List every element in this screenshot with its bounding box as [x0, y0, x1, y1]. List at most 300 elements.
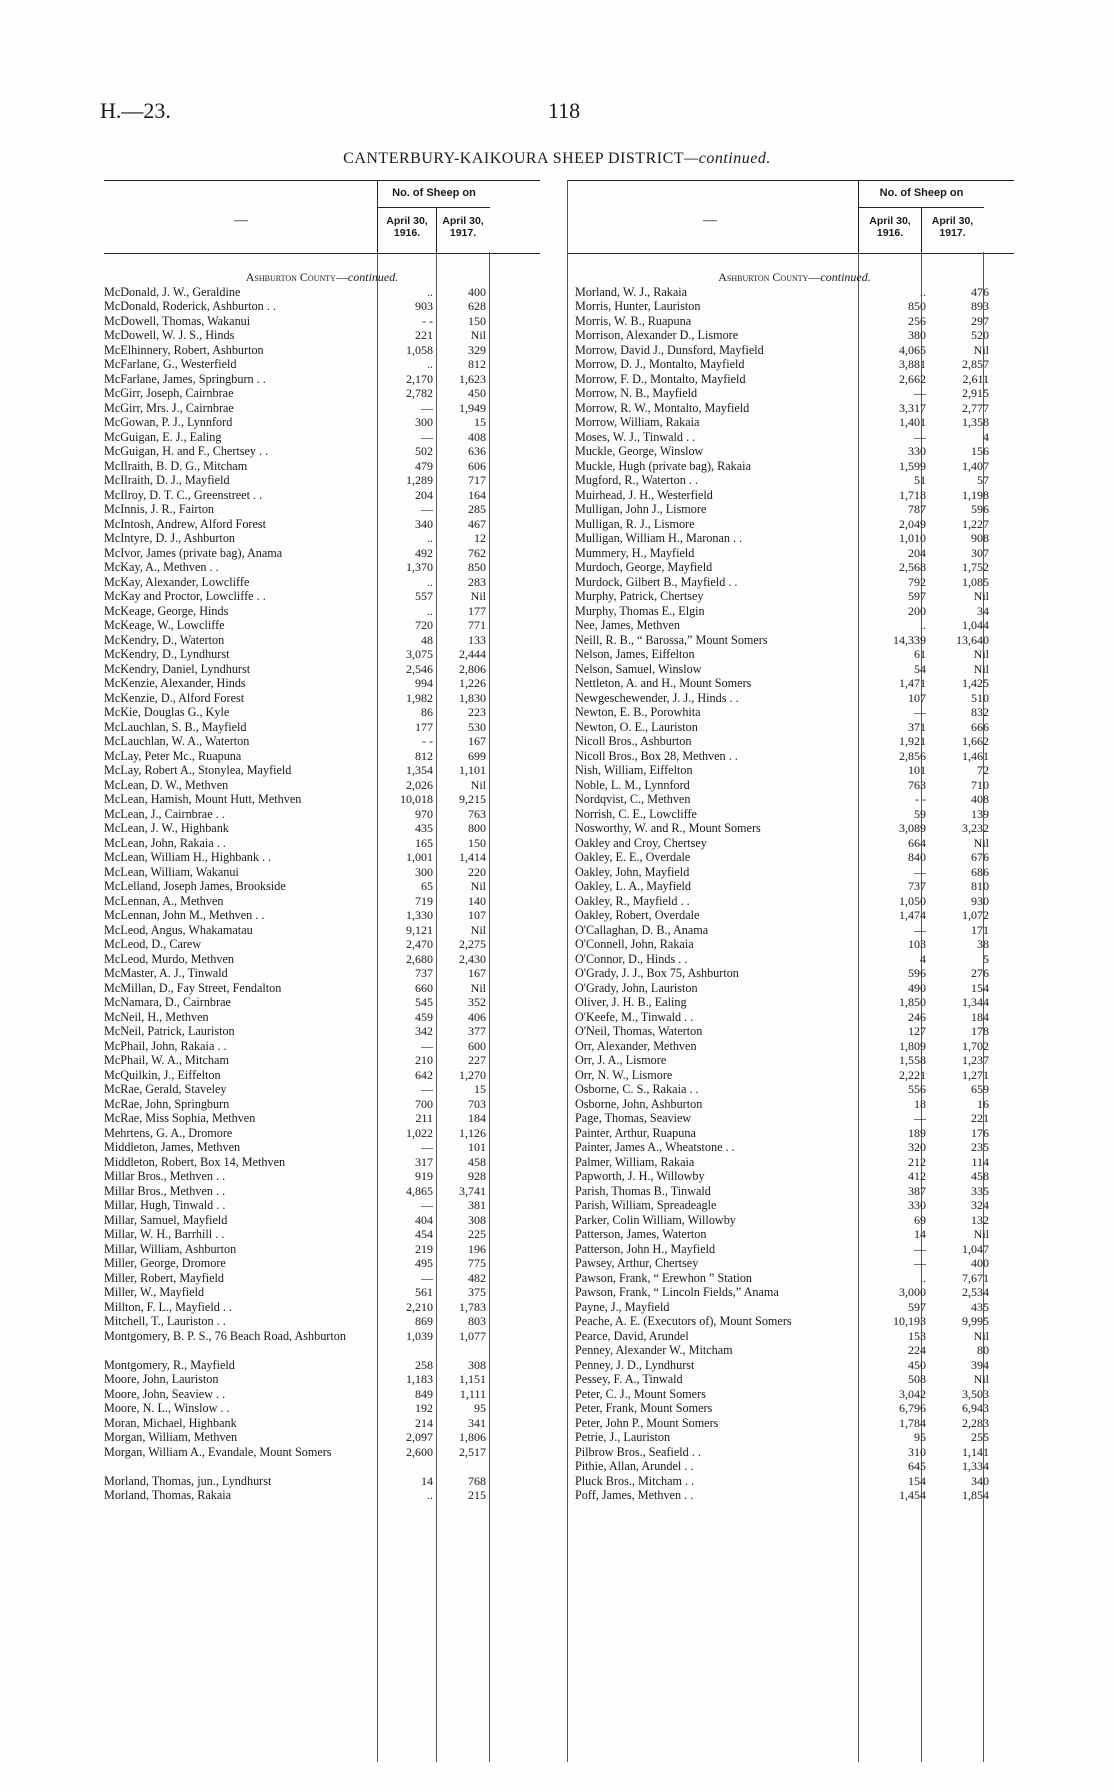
owner-name: Miller, George, Dromore	[104, 1256, 226, 1270]
sheep-1916: 14	[914, 1227, 926, 1241]
table-row	[104, 1068, 540, 1083]
table-row	[104, 502, 540, 517]
table-row	[104, 1387, 540, 1402]
sheep-1916: 597	[908, 1299, 926, 1314]
owner-name: Papworth, J. H., Willowby	[575, 1169, 705, 1183]
owner-name: Pithie, Allan, Arundel . .	[575, 1459, 694, 1473]
sheep-1917: 908	[971, 531, 989, 545]
table-row	[575, 1416, 1014, 1431]
owner-name: McKay and Proctor, Lowcliffe . .	[104, 589, 266, 603]
sheep-1917: 800	[468, 821, 486, 835]
owner-name: McKie, Douglas G., Kyle	[104, 705, 230, 719]
owner-name: Millar, Hugh, Tinwald . .	[104, 1198, 226, 1212]
owner-name: McDowell, W. J. S., Hinds	[104, 328, 235, 342]
owner-name: Mulligan, William H., Maronan . .	[575, 531, 743, 545]
sheep-1917: 171	[971, 922, 989, 937]
sheep-1917: 3,503	[962, 1386, 989, 1401]
owner-name: Oakley, Robert, Overdale	[575, 908, 700, 922]
sheep-1917: 1,854	[962, 1488, 989, 1502]
sheep-1917: 3,741	[459, 1183, 486, 1198]
sheep-1916: 165	[415, 835, 433, 850]
table-row	[575, 966, 1014, 981]
table-row	[575, 908, 1014, 923]
table-row	[104, 357, 540, 372]
owner-name: McKenzie, Alexander, Hinds	[104, 676, 246, 690]
table-row	[575, 1053, 1014, 1068]
owner-name: Mitchell, T., Lauriston . .	[104, 1314, 226, 1328]
sheep-1917: 676	[971, 850, 989, 864]
table-row	[575, 372, 1014, 387]
owner-name: Mugford, R., Waterton . .	[575, 473, 699, 487]
sheep-1916: 4,065	[899, 342, 926, 357]
sheep-1916: 380	[908, 328, 926, 342]
section-heading: Ashburton County—continued.	[245, 270, 399, 284]
sheep-1917: 435	[971, 1299, 989, 1314]
sheep-1916: —	[914, 1111, 926, 1125]
owner-name: Peache, A. E. (Executors of), Mount Somers	[575, 1314, 792, 1328]
sheep-1917: 768	[468, 1473, 486, 1488]
table-row	[575, 633, 1014, 648]
sheep-1917: 803	[468, 1314, 486, 1328]
owner-name: McMillan, D., Fay Street, Fendalton	[104, 980, 282, 995]
sheep-1917: 139	[971, 806, 989, 821]
owner-name: Page, Thomas, Seaview	[575, 1111, 692, 1125]
group-label: No. of Sheep on	[879, 187, 964, 199]
sheep-1917: Nil	[973, 589, 989, 603]
table-row	[104, 1256, 540, 1271]
sheep-1916: 153	[908, 1328, 926, 1343]
table-row	[575, 1097, 1014, 1112]
sheep-1917: 340	[971, 1473, 989, 1488]
sheep-1916: 210	[415, 1053, 433, 1067]
sheep-1916: —	[914, 1241, 926, 1256]
sheep-1917: 659	[971, 1082, 989, 1096]
sheep-1917: 12	[474, 531, 486, 545]
table-row	[104, 720, 540, 735]
sheep-1916: 737	[415, 966, 433, 980]
sheep-1917: 510	[971, 690, 989, 705]
sheep-1916: 596	[908, 966, 926, 980]
sheep-1916: 177	[415, 719, 433, 734]
sheep-1916: 1,050	[899, 893, 926, 908]
sheep-1917: 225	[468, 1227, 486, 1241]
sheep-1916: 330	[908, 444, 926, 458]
table-row	[104, 1271, 540, 1286]
sheep-1916: 1,010	[899, 531, 926, 545]
owner-name: McIntosh, Andrew, Alford Forest	[104, 516, 267, 531]
sheep-1917: Nil	[973, 661, 989, 676]
sheep-1916: - -	[422, 313, 433, 328]
sheep-1916: 256	[908, 313, 926, 328]
owner-name: McMaster, A. J., Tinwald	[104, 966, 228, 980]
table-row	[104, 1126, 540, 1141]
table-row	[104, 1430, 540, 1445]
sheep-1916: 970	[415, 806, 433, 821]
table-row	[575, 488, 1014, 503]
sheep-1916: 490	[908, 980, 926, 995]
table-row	[575, 430, 1014, 445]
sheep-1917: Nil	[973, 1328, 989, 1343]
sheep-1917: 1,752	[962, 560, 989, 574]
sheep-1917: 7,671	[962, 1270, 989, 1285]
sheep-1917: 57	[977, 473, 989, 487]
owner-name: O'Neil, Thomas, Waterton	[575, 1024, 703, 1038]
sheep-1916: 14,339	[893, 632, 926, 647]
table-row	[575, 575, 1014, 590]
owner-name: Moran, Michael, Highbank	[104, 1415, 237, 1430]
table-row	[104, 1097, 540, 1112]
sheep-1916: ..	[920, 618, 926, 632]
owner-name: McLean, J. W., Highbank	[104, 821, 229, 835]
sheep-1916: 2,546	[406, 661, 433, 676]
sheep-1916: 51	[914, 473, 926, 487]
owner-name: Nettleton, A. and H., Mount Somers	[575, 676, 752, 690]
owner-name: McGirr, Joseph, Cairnbrae	[104, 386, 234, 400]
sheep-1917: 255	[971, 1430, 989, 1444]
owner-name: Nicoll Bros., Box 28, Methven . .	[575, 748, 738, 763]
owner-name: McFarlane, James, Springburn . .	[104, 371, 266, 386]
owner-name: McKeage, George, Hinds	[104, 603, 229, 618]
sheep-1916: 850	[908, 299, 926, 313]
table-row	[104, 1314, 540, 1329]
sheep-1917: 223	[468, 705, 486, 719]
owner-name: McIvor, James (private bag), Anama	[104, 545, 283, 560]
page-ref: H.—23.	[100, 98, 171, 123]
owner-name: Muckle, Hugh (private bag), Rakaia	[575, 458, 751, 473]
table-row	[575, 662, 1014, 677]
owner-name: Millar Bros., Methven . .	[104, 1183, 226, 1198]
owner-name: McLay, Robert A., Stonylea, Mayfield	[104, 763, 292, 777]
sheep-1917: 1,111	[459, 1386, 486, 1401]
sheep-1916: —	[914, 864, 926, 879]
sheep-1917: 596	[971, 502, 989, 516]
owner-name: Pawson, Frank, “ Erewhon ” Station	[575, 1270, 753, 1285]
table-row	[575, 792, 1014, 807]
table-row	[104, 1242, 540, 1257]
table-row	[104, 1416, 540, 1431]
sheep-1917: 1,358	[962, 415, 989, 429]
sheep-1916: 495	[415, 1256, 433, 1270]
owner-name: McLean, J., Cairnbrae . .	[104, 806, 225, 821]
sheep-1917: 1,623	[459, 371, 486, 386]
table-row	[575, 1343, 1014, 1358]
sheep-1916: —	[421, 429, 433, 444]
owner-name: Millar Bros., Methven . .	[104, 1169, 226, 1183]
sheep-1916: 14	[421, 1473, 433, 1488]
sheep-1917: Nil	[470, 777, 486, 792]
owner-name: McLean, John, Rakaia . .	[104, 835, 226, 850]
table-row	[104, 705, 540, 720]
owner-name: Orr, N. W., Lismore	[575, 1067, 673, 1082]
owner-name: McLeod, D., Carew	[104, 937, 202, 951]
table-row	[575, 1445, 1014, 1460]
owner-name: Morrison, Alexander D., Lismore	[575, 328, 739, 342]
sheep-1916: 86	[421, 705, 433, 719]
sheep-1917: 1,077	[459, 1328, 486, 1343]
sheep-1916: 310	[908, 1444, 926, 1459]
owner-name: McKeage, W., Lowcliffe	[104, 618, 225, 632]
sheep-1916: 1,718	[899, 487, 926, 502]
sheep-1916: 101	[908, 763, 926, 777]
sheep-1917: 408	[971, 792, 989, 806]
table-row	[575, 1459, 1014, 1474]
sheep-1916: 459	[415, 1009, 433, 1024]
sheep-1917: 38	[977, 937, 989, 951]
sheep-1917: 352	[468, 995, 486, 1009]
table-row	[104, 1039, 540, 1054]
table-row	[575, 923, 1014, 938]
sheep-1916: 1,474	[899, 908, 926, 922]
sheep-1917: 2,534	[962, 1285, 989, 1299]
owner-name: McLean, D. W., Methven	[104, 777, 229, 792]
table-row	[104, 459, 540, 474]
table-row	[104, 1024, 540, 1039]
table-row	[575, 1387, 1014, 1402]
sheep-1917: 308	[468, 1212, 486, 1227]
table-row	[575, 821, 1014, 836]
table-row	[104, 1111, 540, 1126]
table-row	[104, 1329, 540, 1358]
sheep-1917: 276	[971, 966, 989, 980]
table-row	[104, 1488, 540, 1503]
table-row	[104, 1155, 540, 1170]
sheep-1916: 787	[908, 502, 926, 516]
table-row	[104, 589, 540, 604]
sheep-1917: 1,783	[459, 1299, 486, 1314]
sheep-1917: 235	[971, 1140, 989, 1154]
table-row	[575, 1126, 1014, 1141]
owner-name: McKendry, D., Lyndhurst	[104, 647, 230, 661]
owner-name: McLean, William H., Highbank . .	[104, 850, 272, 864]
owner-name: McRae, Miss Sophia, Methven	[104, 1111, 256, 1125]
owner-name: McKenzie, D., Alford Forest	[104, 690, 245, 705]
owner-name: Penney, Alexander W., Mitcham	[575, 1343, 733, 1357]
table-row	[104, 879, 540, 894]
table-row	[104, 415, 540, 430]
table-row	[104, 575, 540, 590]
table-row	[575, 1430, 1014, 1445]
table-row	[575, 459, 1014, 474]
owner-name: Moore, John, Seaview . .	[104, 1386, 226, 1401]
sheep-1916: 317	[415, 1154, 433, 1169]
group-label: No. of Sheep on	[392, 187, 476, 199]
sheep-1916: —	[914, 705, 926, 719]
sheep-1916: —	[914, 922, 926, 937]
owner-name: McKay, A., Methven . .	[104, 560, 219, 574]
table-row	[575, 328, 1014, 343]
table-row	[104, 995, 540, 1010]
sheep-1916: 1,022	[406, 1125, 433, 1140]
sheep-1917: 1,151	[459, 1372, 486, 1386]
owner-name: Nordqvist, C., Methven	[575, 792, 691, 806]
col-1916-label: April 30, 1916.	[869, 215, 911, 239]
sheep-1917: 482	[468, 1270, 486, 1285]
sheep-1916: 1,599	[899, 458, 926, 473]
owner-name: McGuigan, E. J., Ealing	[104, 429, 222, 444]
sheep-1917: 812	[468, 357, 486, 371]
sheep-1917: 2,283	[962, 1415, 989, 1430]
sheep-1916: 211	[415, 1111, 433, 1125]
sheep-1916: ..	[920, 1270, 926, 1285]
table-row	[575, 734, 1014, 749]
sheep-1916: 919	[415, 1169, 433, 1183]
owner-name: McPhail, John, Rakaia . .	[104, 1038, 227, 1053]
owner-name: Nelson, Samuel, Winslow	[575, 661, 702, 676]
table-row	[104, 894, 540, 909]
sheep-1917: 2,517	[459, 1444, 486, 1459]
sheep-1916: 4,865	[406, 1183, 433, 1198]
sheep-1917: 150	[468, 835, 486, 850]
sheep-1917: 1,227	[962, 516, 989, 531]
col-1916-label: April 30, 1916.	[386, 215, 428, 239]
sheep-1916: 3,042	[899, 1386, 926, 1401]
owner-name: Osborne, C. S., Rakaia . .	[575, 1082, 699, 1096]
sheep-1917: 1,198	[962, 487, 989, 502]
sheep-1916: 1,330	[406, 908, 433, 922]
sheep-1916: 1,001	[406, 850, 433, 864]
table-row	[104, 618, 540, 633]
sheep-1917: Nil	[973, 342, 989, 357]
table-row	[104, 343, 540, 358]
table-row	[575, 1039, 1014, 1054]
table-row	[575, 778, 1014, 793]
sheep-1917: 762	[468, 545, 486, 560]
owner-name: Patterson, John H., Mayfield	[575, 1241, 716, 1256]
sheep-1917: 154	[971, 980, 989, 995]
owner-name: Parish, William, Spreadeagle	[575, 1198, 717, 1212]
owner-name: Painter, James A., Wheatstone . .	[575, 1140, 735, 1154]
sheep-1917: 771	[468, 618, 486, 632]
sheep-1916: 1,401	[899, 415, 926, 429]
table-row	[104, 676, 540, 691]
owner-name: Neill, R. B., “ Barossa,” Mount Somers	[575, 632, 768, 647]
sheep-1917: 196	[468, 1241, 486, 1256]
sheep-1917: 329	[468, 342, 486, 357]
sheep-1917: 4	[983, 429, 989, 444]
sheep-1916: 1,354	[406, 763, 433, 777]
owner-name: Montgomery, B. P. S., 76 Beach Road, Ashburton	[104, 1328, 346, 1343]
sheep-1916: 95	[914, 1430, 926, 1444]
table-row	[104, 850, 540, 865]
sheep-1917: 335	[971, 1183, 989, 1198]
owner-name: Murphy, Patrick, Chertsey	[575, 589, 704, 603]
table-row	[575, 618, 1014, 633]
owner-name: McPhail, W. A., Mitcham	[104, 1053, 229, 1067]
sheep-1917: 1,425	[962, 676, 989, 690]
sheep-1917: 1,270	[459, 1067, 486, 1082]
sheep-1917: 2,611	[962, 371, 989, 386]
sheep-1917: 717	[468, 473, 486, 487]
sheep-1916: 2,568	[899, 560, 926, 574]
owner-name: Nicoll Bros., Ashburton	[575, 734, 692, 748]
owner-name: McRae, John, Springburn	[104, 1096, 230, 1111]
table-row	[575, 676, 1014, 691]
sheep-1916: 719	[415, 893, 433, 908]
table-row	[575, 1227, 1014, 1242]
sheep-1916: 2,470	[406, 937, 433, 951]
sheep-1916: 65	[421, 879, 433, 893]
sheep-1917: 699	[468, 748, 486, 763]
table-row	[575, 995, 1014, 1010]
owner-name: Morland, W. J., Rakaia	[575, 284, 688, 299]
sheep-1916: 204	[415, 487, 433, 502]
owner-name: Moses, W. J., Tinwald . .	[575, 429, 696, 444]
table-row	[575, 937, 1014, 952]
owner-name: McInnis, J. R., Fairton	[104, 502, 215, 516]
table-row	[104, 1285, 540, 1300]
owner-name: McIntyre, D. J., Ashburton	[104, 531, 236, 545]
sheep-1917: 2,857	[962, 357, 989, 371]
sheep-1916: 849	[415, 1386, 433, 1401]
table-row	[104, 1140, 540, 1155]
sheep-1916: ..	[427, 357, 433, 371]
right-table-body	[575, 270, 1014, 1503]
table-row	[575, 1140, 1014, 1155]
table-row	[575, 807, 1014, 822]
sheep-1916: 597	[908, 589, 926, 603]
sheep-1917: 215	[468, 1488, 486, 1502]
sheep-1917: 1,830	[459, 690, 486, 705]
owner-name: Mulligan, R. J., Lismore	[575, 516, 695, 531]
sheep-1916: 2,210	[406, 1299, 433, 1314]
table-row	[104, 560, 540, 575]
left-table-header	[104, 180, 540, 254]
sheep-1917: 458	[468, 1154, 486, 1169]
sheep-1916: - -	[422, 734, 433, 748]
sheep-1916: 48	[421, 632, 433, 647]
table-row	[104, 763, 540, 778]
sheep-1916: 192	[415, 1401, 433, 1415]
sheep-1916: 330	[908, 1198, 926, 1212]
table-row	[104, 821, 540, 836]
sheep-1917: 13,640	[956, 632, 989, 647]
owner-name: Peter, C. J., Mount Somers	[575, 1386, 706, 1401]
sheep-1917: 400	[468, 284, 486, 299]
sheep-1916: 492	[415, 545, 433, 560]
owner-name: Oakley, John, Mayfield	[575, 864, 690, 879]
sheep-1917: 1,141	[962, 1444, 989, 1459]
owner-name: O'Connor, D., Hinds . .	[575, 951, 688, 966]
table-row	[104, 952, 540, 967]
owner-name: McQuilkin, J., Eiffelton	[104, 1067, 221, 1082]
table-row	[104, 372, 540, 387]
sheep-1917: 1,237	[962, 1053, 989, 1067]
sheep-1917: 1,101	[459, 763, 486, 777]
table-row	[575, 415, 1014, 430]
owner-name: Noble, L. M., Lynnford	[575, 777, 690, 792]
sheep-1916: 189	[908, 1125, 926, 1140]
table-row	[575, 604, 1014, 619]
table-row	[575, 314, 1014, 329]
owner-name: Pilbrow Bros., Seafield . .	[575, 1444, 701, 1459]
sheep-1916: 3,000	[899, 1285, 926, 1299]
sheep-1916: - -	[915, 792, 926, 806]
sheep-1916: 61	[914, 647, 926, 661]
owner-name: Morrow, William, Rakaia	[575, 415, 700, 429]
sheep-1916: ..	[427, 284, 433, 299]
sheep-1916: 1,370	[406, 560, 433, 574]
table-row	[575, 531, 1014, 546]
table-row	[104, 1445, 540, 1474]
sheep-1916: —	[421, 1270, 433, 1285]
owner-name: Miller, W., Mayfield	[104, 1285, 205, 1299]
sheep-1916: 450	[908, 1357, 926, 1372]
owner-name: Pluck Bros., Mitcham . .	[575, 1473, 695, 1488]
owner-name: O'Connell, John, Rakaia	[575, 937, 694, 951]
table-row	[575, 546, 1014, 561]
sheep-1917: 341	[468, 1415, 486, 1430]
sheep-1917: 928	[468, 1169, 486, 1183]
